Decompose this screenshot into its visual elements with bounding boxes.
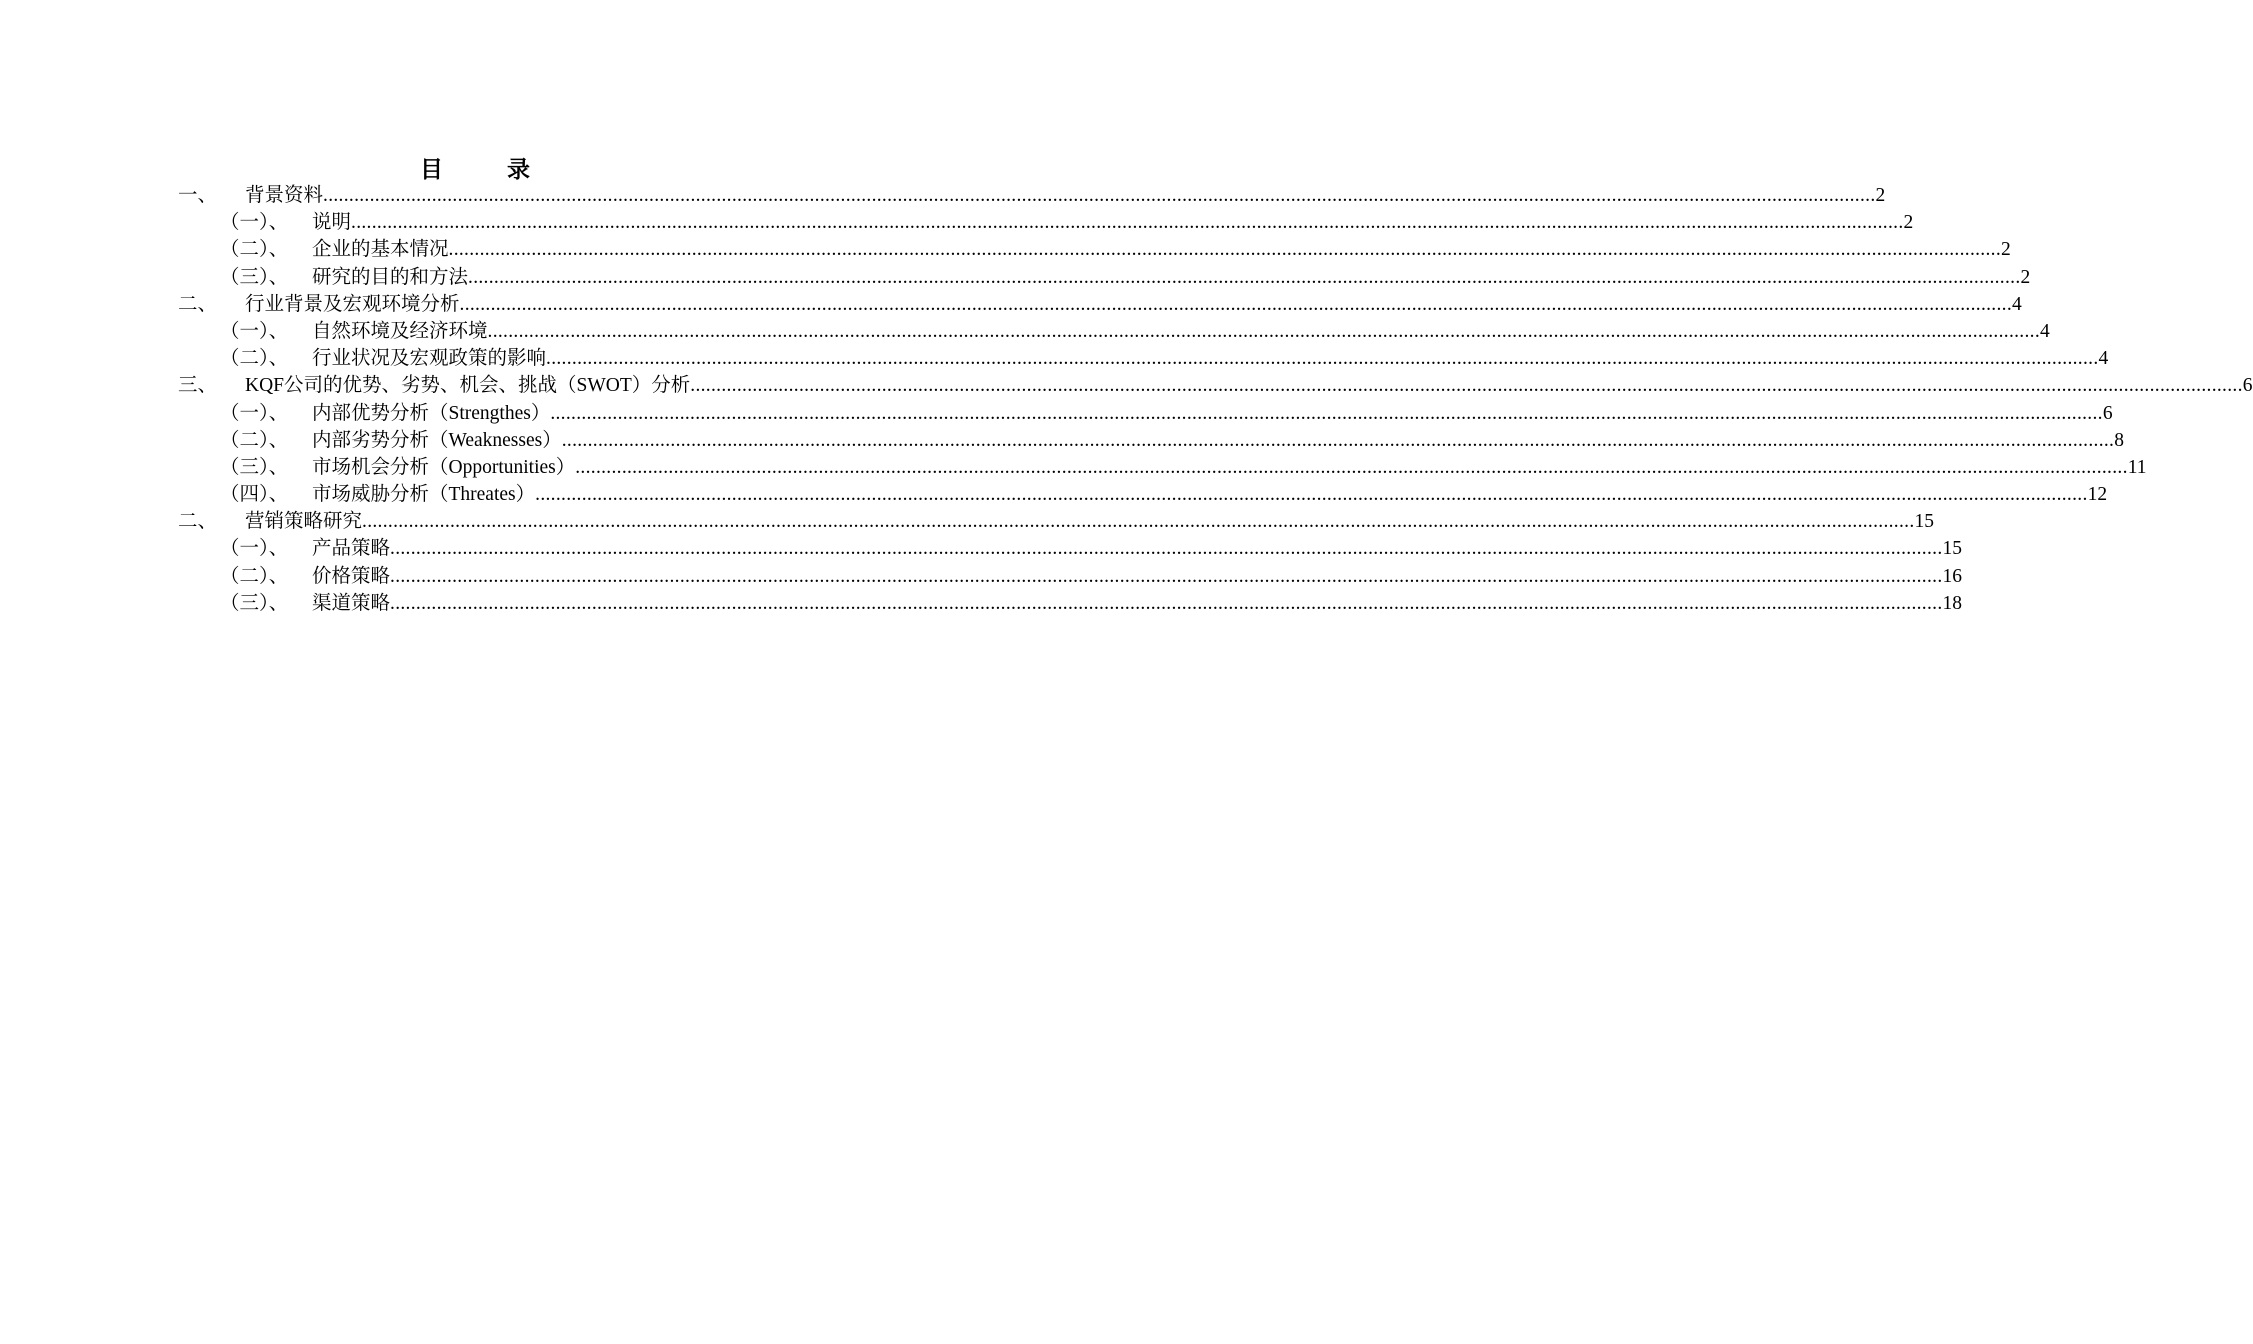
title-char-left: 目 <box>420 157 443 182</box>
toc-entry-page-number: 4 <box>2040 320 2050 342</box>
toc-entry[interactable] <box>178 481 2108 508</box>
toc-entry-page-number: 11 <box>2127 456 2147 478</box>
toc-entry-page-number: 16 <box>1942 565 1963 587</box>
toc-entry-page-number: 15 <box>1942 538 1963 560</box>
toc-entry-label: 研究的目的和方法 <box>312 266 469 288</box>
toc-dot-leader: ............................................................................................................................................................................................................................................................................................................ <box>351 212 1904 234</box>
title-char-right: 录 <box>507 157 530 182</box>
toc-entry-number: （二）、 <box>220 239 289 261</box>
toc-entry-label: 渠道策略 <box>312 592 391 614</box>
toc-dot-leader: ............................................................................................................................................................................................................................................................................................................ <box>390 592 1943 614</box>
toc-dot-leader: ............................................................................................................................................................................................................................................................................................................ <box>362 511 1915 533</box>
toc-entry-number: （一）、 <box>220 212 289 234</box>
toc-entry-page-number: 8 <box>2114 429 2124 451</box>
toc-entry-number: （四）、 <box>220 484 289 506</box>
toc-entry[interactable] <box>178 182 1886 209</box>
toc-entry-label: 自然环境及经济环境 <box>312 320 488 342</box>
toc-entry[interactable] <box>178 508 1935 535</box>
toc-entry-page-number: 18 <box>1942 592 1963 614</box>
toc-entry-number: （一）、 <box>220 320 289 342</box>
toc-entry-label: 企业的基本情况 <box>312 239 449 261</box>
toc-entry-label: 市场机会分析（Opportunities） <box>312 456 576 478</box>
toc-entry-number: （二）、 <box>220 565 289 587</box>
toc-entry-page-number: 15 <box>1914 511 1935 533</box>
toc-dot-leader: ............................................................................................................................................................................................................................................................................................................ <box>550 402 2103 424</box>
toc-entry-number: （三）、 <box>220 266 289 288</box>
toc-entry[interactable] <box>178 345 2109 372</box>
toc-entry-page-number: 12 <box>2087 484 2108 506</box>
toc-entry[interactable] <box>178 563 1963 590</box>
toc-entry-page-number: 2 <box>1875 185 1886 206</box>
toc-dot-leader: ............................................................................................................................................................................................................................................................................................................ <box>575 456 2128 478</box>
toc-entry-page-number: 6 <box>2102 402 2113 424</box>
toc-entry-number: （二）、 <box>220 348 289 370</box>
toc-entry-number: 三、 <box>178 375 218 397</box>
toc-entry-page-number: 4 <box>2012 293 2022 315</box>
toc-entry[interactable] <box>178 590 1963 617</box>
toc-entry-label: 内部优势分析（Strengthes） <box>312 402 551 424</box>
toc-entry[interactable] <box>178 400 2113 427</box>
toc-entry-label: 内部劣势分析（Weaknesses） <box>312 429 562 451</box>
toc-entry-number: （三）、 <box>220 592 289 614</box>
toc-entry[interactable] <box>178 427 2124 454</box>
toc-dot-leader: ............................................................................................................................................................................................................................................................................................................ <box>468 266 2021 288</box>
toc-entry[interactable] <box>178 535 1963 562</box>
toc-entry[interactable] <box>178 236 2011 263</box>
toc-entry-number: （一）、 <box>220 538 289 560</box>
toc-entry[interactable] <box>178 318 2050 345</box>
toc-entry-number: 二、 <box>178 293 218 315</box>
toc-entry-page-number: 2 <box>2001 239 2011 261</box>
toc-entry-label: KQF公司的优势、劣势、机会、挑战（SWOT）分析 <box>245 375 691 397</box>
toc-entry[interactable] <box>178 372 2253 399</box>
toc-entry[interactable] <box>178 291 2022 318</box>
toc-entry-page-number: 2 <box>1903 212 1914 234</box>
toc-dot-leader: ............................................................................................................................................................................................................................................................................................................ <box>323 185 1876 206</box>
toc-dot-leader: ............................................................................................................................................................................................................................................................................................................ <box>546 348 2099 370</box>
toc-entry[interactable] <box>178 264 2031 291</box>
toc-dot-leader: ............................................................................................................................................................................................................................................................................................................ <box>690 375 2243 397</box>
toc-dot-leader: ............................................................................................................................................................................................................................................................................................................ <box>390 565 1943 587</box>
toc-entry-number: （三）、 <box>220 456 289 478</box>
table-of-contents <box>178 182 2253 617</box>
toc-entry-number: 二、 <box>178 511 218 533</box>
toc-dot-leader: ............................................................................................................................................................................................................................................................................................................ <box>561 429 2115 451</box>
toc-dot-leader: ............................................................................................................................................................................................................................................................................................................ <box>535 484 2088 506</box>
toc-entry-label: 说明 <box>312 212 352 234</box>
toc-entry-page-number: 4 <box>2098 348 2109 370</box>
toc-entry-label: 行业背景及宏观环境分析 <box>245 293 460 315</box>
toc-entry-number: （一）、 <box>220 402 289 424</box>
toc-dot-leader: ............................................................................................................................................................................................................................................................................................................ <box>487 320 2041 342</box>
toc-entry-number: 一、 <box>178 185 218 206</box>
toc-entry[interactable] <box>178 454 2147 481</box>
toc-entry-label: 营销策略研究 <box>245 511 363 533</box>
toc-entry-label: 行业状况及宏观政策的影响 <box>312 348 547 370</box>
toc-entry-label: 市场威胁分析（Threates） <box>312 484 536 506</box>
toc-entry-number: （二）、 <box>220 429 289 451</box>
toc-entry-page-number: 2 <box>2020 266 2031 288</box>
toc-dot-leader: ............................................................................................................................................................................................................................................................................................................ <box>390 538 1943 560</box>
toc-entry-label: 背景资料 <box>245 185 324 206</box>
toc-dot-leader: ............................................................................................................................................................................................................................................................................................................ <box>459 293 2013 315</box>
toc-entry[interactable] <box>178 209 1914 236</box>
toc-entry-page-number: 6 <box>2242 375 2253 397</box>
toc-entry-label: 产品策略 <box>312 538 391 560</box>
toc-entry-label: 价格策略 <box>312 565 391 587</box>
toc-dot-leader: ............................................................................................................................................................................................................................................................................................................ <box>448 239 2002 261</box>
